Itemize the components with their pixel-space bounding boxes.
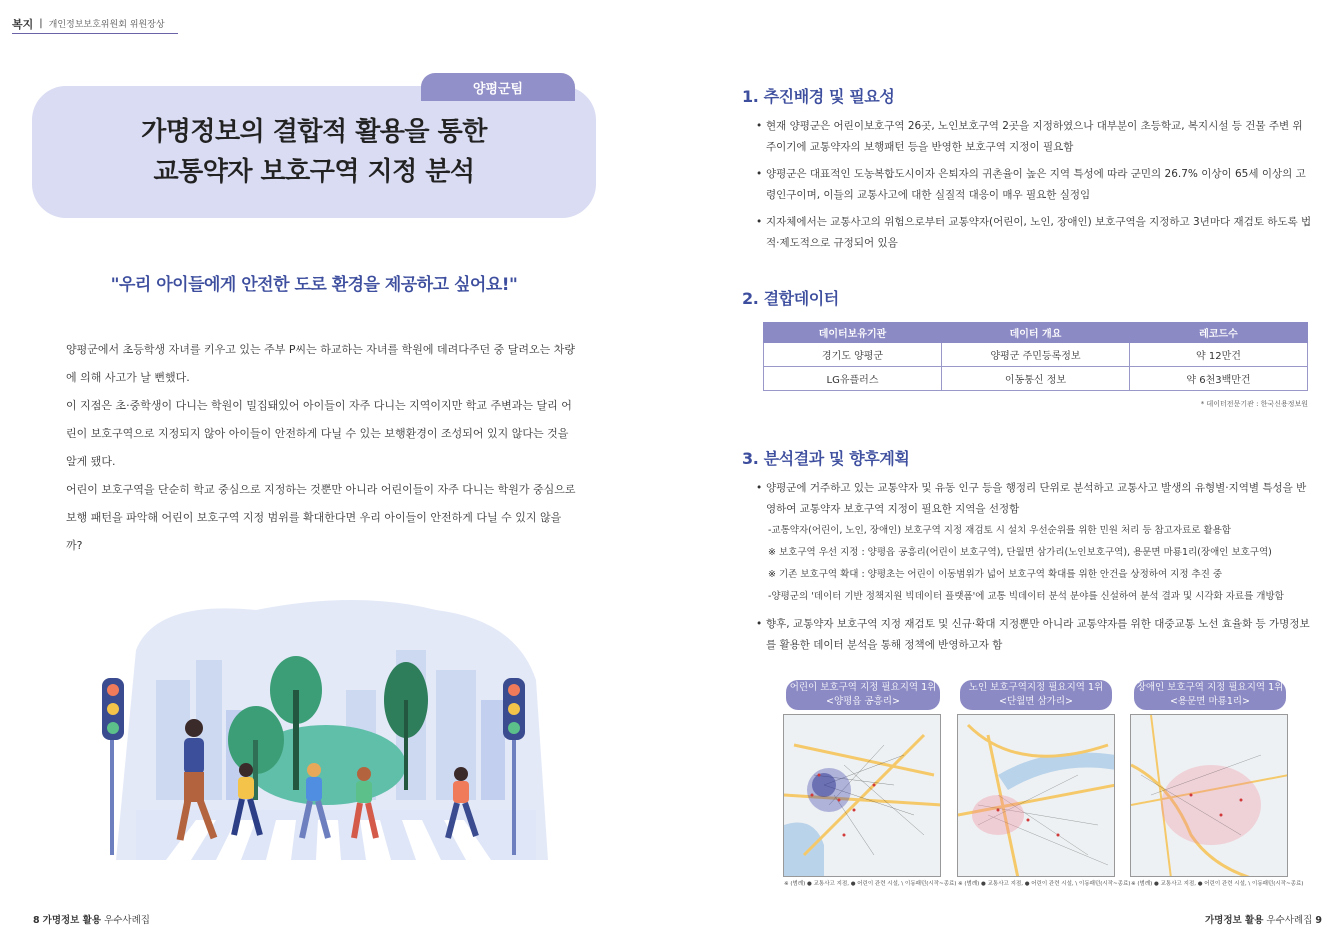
table-row — [764, 367, 1308, 391]
title-line-1: 가명정보의 결합적 활용을 통한 — [141, 117, 487, 147]
story-paragraph: 어린이 보호구역을 단순히 학교 중심으로 지정하는 것뿐만 아니라 어린이들이 자주 다니는 학원가 중심으로 보행 패턴을 파악해 어린이 보호구역 지정 범위를 확대한다면 우리 아이들이 안전하게 다닐 수 있지 않을까? — [66, 483, 576, 552]
team-badge: 양평군팀 — [421, 73, 575, 101]
title-line-2: 교통약자 보호구역 지정 분석 — [153, 157, 475, 187]
table-note: * 데이터전문기관 : 한국신용정보원 — [1200, 400, 1308, 408]
map-elderly-zone — [957, 714, 1115, 877]
table-row — [764, 343, 1308, 367]
bullet: • 지자체에서는 교통사고의 위험으로부터 교통약자(어린이, 노인, 장애인) 보호구역을 지정하고 3년마다 재검토 하도록 법적·제도적으로 규정되어 있음 — [756, 212, 1312, 254]
col-header: 레코드수 — [1130, 323, 1308, 343]
map-label-line: <단월면 삼가리> — [998, 696, 1073, 707]
map-legend: ※ (범례) ● 교통사고 지점, ● 어린이 관련 시설, \ 이동패턴(시작~종료) — [784, 881, 957, 887]
map-legend: ※ (범례) ● 교통사고 지점, ● 어린이 관련 시설, \ 이동패턴(시작~종료) — [958, 881, 1131, 887]
cell: LG유플러스 — [764, 367, 942, 391]
map-label-line: 노인 보호구역지정 필요지역 1위 — [968, 682, 1104, 693]
map-label-elderly — [960, 680, 1112, 710]
col-header: 데이터 개요 — [942, 323, 1130, 343]
cell: 이동통신 정보 — [942, 367, 1130, 391]
cell: 약 12만건 — [1130, 343, 1308, 367]
title-box — [32, 86, 596, 218]
crosswalk-illustration — [96, 590, 556, 870]
combined-data-table — [763, 322, 1308, 391]
page-number-right: 9 — [1315, 915, 1322, 926]
footer-title-bold: 가명정보 활용 — [1205, 915, 1264, 926]
cell: 양평군 주민등록정보 — [942, 343, 1130, 367]
map-label-line: 장애인 보호구역 지정 필요지역 1위 — [1136, 682, 1284, 693]
col-header: 데이터보유기관 — [764, 323, 942, 343]
bullet: • 양평군은 대표적인 도농복합도시이자 은퇴자의 귀촌율이 높은 지역 특성에 따라 군민의 26.7% 이상이 65세 이상의 고령인구이며, 이들의 교통사고에 대한 실질적 대응이 매우 필요한 실정임 — [756, 164, 1312, 206]
story-paragraph: 이 지점은 초·중학생이 다니는 학원이 밀집돼있어 아이들이 자주 다니는 지역이지만 학교 주변과는 달리 어린이 보호구역으로 지정되지 않아 아이들이 안전하게 다닐 수 있는 보행환경이 조성되어 있지 않다는 것을 알게 됐다. — [66, 399, 572, 468]
section-1-bullets — [756, 116, 1312, 260]
quote: "우리 아이들에게 안전한 도로 환경을 제공하고 싶어요!" — [110, 275, 518, 295]
footer-title-bold: 가명정보 활용 — [42, 915, 102, 926]
page-number-left: 8 — [33, 915, 40, 926]
sub-item: -양평군의 '데이터 기반 정책지원 빅데이터 플랫폼'에 교통 빅데이터 분석 분야를 신설하여 분석 결과 및 시각화 자료를 개방함 — [768, 591, 1284, 602]
sub-item: -교통약자(어린이, 노인, 장애인) 보호구역 지정 재검토 시 설치 우선순위를 위한 민원 처리 등 참고자료로 활용함 — [768, 525, 1231, 536]
map-child-zone — [783, 714, 941, 877]
section-3-bullets — [756, 478, 1312, 662]
story-paragraph: 양평군에서 초등학생 자녀를 키우고 있는 주부 P씨는 하교하는 자녀를 학원에 데려다주던 중 달려오는 차량에 의해 사고가 날 뻔했다. — [66, 343, 576, 384]
map-label-line: <양평읍 공흥리> — [825, 696, 900, 707]
section-1-heading: 1. 추진배경 및 필요성 — [742, 87, 895, 106]
bullet: • 현재 양평군은 어린이보호구역 26곳, 노인보호구역 2곳을 지정하였으나 대부분이 초등학교, 복지시설 등 건물 주변 위주이기에 교통약자의 보행패턴 등을 반영한 보호구역 지정이 필요함 — [756, 116, 1312, 158]
map-label-disabled — [1134, 680, 1286, 710]
bullet: • 향후, 교통약자 보호구역 지정 재검토 및 신규·확대 지정뿐만 아니라 교통약자를 위한 대중교통 노선 효율화 등 가명정보를 활용한 데이터 분석을 통해 정책에 반영하고자 함 — [756, 614, 1312, 656]
map-legend: ※ (범례) ● 교통사고 지점, ● 어린이 관련 시설, \ 이동패턴(시작~종료) — [1131, 881, 1304, 887]
map-disabled-zone — [1130, 714, 1288, 877]
cell: 약 6천3백만건 — [1130, 367, 1308, 391]
story-text — [66, 336, 576, 560]
map-label-line: 어린이 보호구역 지정 필요지역 1위 — [789, 682, 937, 693]
running-header — [12, 14, 178, 34]
map-label-line: <용문면 마룡1리> — [1169, 696, 1251, 707]
section-2-heading: 2. 결합데이터 — [742, 289, 839, 308]
header-separator: | — [39, 18, 43, 29]
footer-title: 우수사례집 — [104, 915, 150, 926]
sub-item: ※ 보호구역 우선 지정 : 양평읍 공흥리(어린이 보호구역), 단월면 삼가리(노인보호구역), 용문면 마룡1리(장애인 보호구역) — [768, 547, 1272, 558]
sub-item: ※ 기존 보호구역 확대 : 양평초는 어린이 이동범위가 넓어 보호구역 확대를 위한 안건을 상정하여 지정 추진 중 — [768, 569, 1223, 580]
header-section: 복지 — [12, 17, 34, 31]
map-label-child — [786, 680, 940, 710]
header-subtitle: 개인정보보호위원회 위원장상 — [48, 20, 165, 30]
bullet: • 양평군에 거주하고 있는 교통약자 및 유동 인구 등을 행정리 단위로 분석하고 교통사고 발생의 유형별·지역별 특성을 반영하여 교통약자 보호구역 지정이 필요한 지역을 선정함 — [756, 478, 1312, 520]
footer-left — [33, 912, 150, 926]
section-3-heading: 3. 분석결과 및 향후계획 — [742, 449, 910, 468]
footer-title: 우수사례집 — [1266, 915, 1313, 926]
footer-right — [1205, 912, 1322, 926]
cell: 경기도 양평군 — [764, 343, 942, 367]
